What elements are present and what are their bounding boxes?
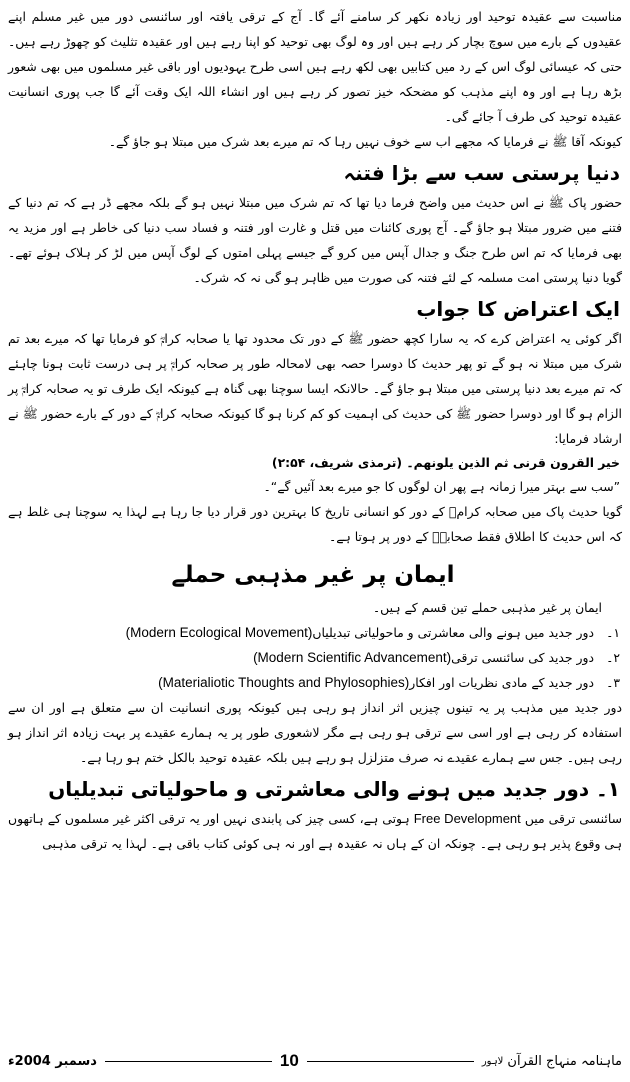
footer-rule	[307, 1061, 474, 1062]
paragraph-conclusion: گویا حدیث پاک میں صحابہ کرامؓ کے دور کو انسانی تاریخ کا بہترین دور قرار دیا جا رہا ہے لہذا یہ سوچنا ہی غلط ہے کہ اس حدیث کا اطلاق فقط صحابہؓ کے دور پر ہوتا ہے۔	[8, 504, 622, 544]
hadith-quote: خیر القرون قرنی ثم الذین یلونھم۔ (ترمذی شریف، ۲:۵۴)	[271, 455, 620, 470]
english-term: Free Development	[413, 811, 521, 826]
heading-worldliness: دنیا پرستی سب سے بڑا فتنہ	[343, 161, 620, 185]
hadith-translation: ”سب سے بہتر میرا زمانہ ہے پھر ان لوگوں کا جو میرے بعد آئیں گے“۔	[263, 479, 620, 494]
list-item	[6, 620, 624, 645]
list-item-english: (Materialiotic Thoughts and Phylosophies)	[158, 675, 410, 690]
heading-section-1: ۱۔ دور جدید میں ہونے والی معاشرتی و ماحولیاتی تبدیلیاں	[48, 777, 620, 801]
paragraph-intro: مناسبت سے عقیدہ توحید اور زیادہ نکھر کر سامنے آئے گا۔ آج کے ترقی یافتہ اور سائنسی دور میں غیر مسلم اپنے عقیدوں کے بارے میں سوچ بچار کر رہے ہیں اور وہ لوگ بھی توحید کو اپنا رہے ہیں اور عقیدہ تثلیث کو چھوڑ رہے ہیں۔ حتی کہ عیسائی لوگ اس کے رد میں کتابیں بھی لکھ رہے ہیں اسی طرح یہودیوں اور باقی غیر مسلموں میں بھی شعور بڑھ رہا ہے اور وہ اپنے مذہب کو مضحکہ خیز تصور کر رہے ہیں اور انشاء اللہ ایک وقت آئے گا جب پوری انسانیت عقیدہ توحید کی طرف آ جائے گی۔	[8, 9, 622, 124]
footer-rule	[105, 1061, 272, 1062]
list-item-number: ۱۔	[606, 625, 620, 640]
page-number: 10	[279, 1051, 299, 1070]
list-item	[6, 645, 624, 670]
magazine-city: لاہور	[481, 1055, 504, 1067]
list-item-english: (Modern Scientific Advancement)	[253, 650, 452, 665]
heading-objection: ایک اعتراض کا جواب	[416, 297, 620, 321]
magazine-name: ماہنامہ منہاج القرآن	[507, 1053, 622, 1069]
paragraph-worldliness: حضور پاک ﷺ نے اس حدیث میں واضح فرما دیا تھا کہ تم شرک میں مبتلا نہیں ہو گے بلکہ مجھے ڈر ہے کہ تم دنیا کے فتنے میں ضرور مبتلا ہو جاؤ گے۔ آج پوری کائنات میں قتل و غارت اور فتنہ و فساد سب دنیا کی خاطر ہے اور مزید یہ بھی فرمایا کہ تم اس طرح جنگ و جدال آپس میں کرو گے جیسے پہلی امتوں کے لوگ آپس میں لڑ کر ہلاک ہوئے تھے۔ گویا دنیا پرستی امت مسلمہ کے لئے فتنہ کی صورت میں ظاہر ہو گی نہ کہ شرک۔	[8, 195, 622, 285]
paragraph-intro-2: کیونکہ آقا ﷺ نے فرمایا کہ مجھے اب سے خوف نہیں رہا کہ تم میرے بعد شرک میں مبتلا ہو جاؤ گے۔	[108, 134, 622, 149]
list-item-english: (Modern Ecological Movement)	[125, 625, 313, 640]
article-page	[6, 4, 624, 1038]
list-item-number: ۳۔	[606, 675, 620, 690]
attacks-intro: ایمان پر غیر مذہبی حملے تین قسم کے ہیں۔	[372, 600, 602, 615]
list-item-number: ۲۔	[606, 650, 620, 665]
list-item-text: دور جدید کے مادی نظریات اور افکار	[409, 675, 594, 690]
list-item-text: دور جدید میں ہونے والی معاشرتی و ماحولیاتی تبدیلیاں	[312, 625, 594, 640]
heading-attacks: ایمان پر غیر مذہبی حملے	[171, 562, 455, 588]
list-item-text: دور جدید کی سائنسی ترقی	[451, 650, 594, 665]
page-footer	[8, 1046, 622, 1076]
paragraph-objection: اگر کوئی یہ اعتراض کرے کہ یہ سارا کچھ حضور ﷺ کے دور تک محدود تھا یا صحابہ کرامؓ کو فرمایا تھا کہ میرے بعد تم شرک میں مبتلا نہ ہو گے تو پھر حدیث کا دوسرا حصہ بھی لامحالہ طور پر صحابہ کرامؓ پر ہی درست ثابت ہونا چاہئے کہ تم میرے بعد دنیا پرستی میں مبتلا ہو جاؤ گے۔ حالانکہ ایسا سوچنا بھی گناہ ہے کیونکہ ایک طرف تو یہ صحابہ کرامؓ پر الزام ہو گا اور دوسرا حضور ﷺ کی حدیث کی اہمیت کو کم کرنا ہو گا کیونکہ صحابہ کرامؓ کے دور کے بارے حضور ﷺ نے ارشاد فرمایا:	[8, 331, 622, 446]
issue-date: دسمبر 2004ء	[8, 1053, 97, 1069]
list-item	[6, 670, 624, 695]
paragraph-impact: دور جدید میں مذہب پر یہ تینوں چیزیں اثر انداز ہو رہی ہیں کیونکہ پوری انسانیت ان سے متعلق ہے اور ان سے استفادہ کر رہی ہے اور اسی سے ترقی ہو رہی ہے مگر لاشعوری طور پر یہ ہمارے عقیدے پر بہت زیادہ اثر انداز ہو رہی ہیں۔ جس سے ہمارے عقیدے نہ صرف متزلزل ہو رہے ہیں بلکہ عقیدہ توحید بالکل ختم ہو رہا ہے۔	[8, 700, 622, 765]
paragraph-section-1: سائنسی ترقی میں Free Development ہوتی ہے، کسی چیز کی پابندی نہیں اور یہ ترقی اکثر غیر مسلموں کے ہاتھوں ہی وقوع پذیر ہو رہی ہے۔ چونکہ ان کے ہاں نہ عقیدہ ہے اور نہ ہی کوئی کتاب باقی ہے۔ لہذا یہ ترقی مذہبی	[8, 811, 622, 851]
